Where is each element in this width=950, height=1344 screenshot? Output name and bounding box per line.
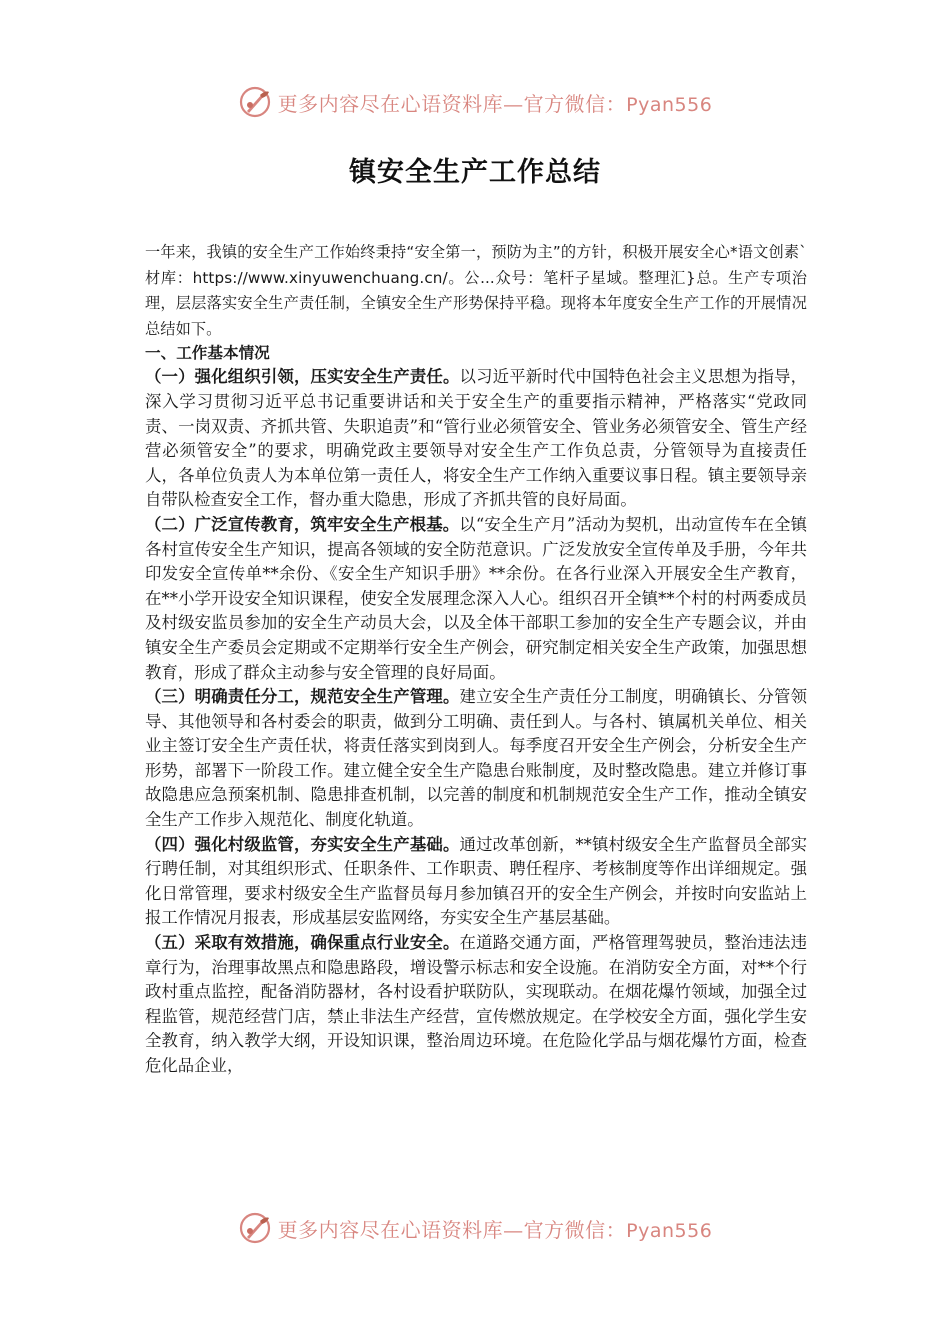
paragraph-lead: （一）强化组织引领，压实安全生产责任。 <box>145 367 460 387</box>
paragraph-lead: （五）采取有效措施，确保重点行业安全。 <box>145 933 460 953</box>
paragraph-body: 以习近平新时代中国特色社会主义思想为指导，深入学习贯彻习近平总书记重要讲话和关于安全生产的重要指示精神，严格落实“党政同责、一岗双责、齐抓共管、失职追责”和“管行业必须管安全、管业务必须管安全、管生产经营必须管安全”的要求，明确党政主要领导对安全生产工作负总责，分管领导为直接责任人，各单位负责人为本单位第一责任人，将安全生产工作纳入重要议事日程。镇主要领导亲自带队检查安全工作，督办重大隐患，形成了齐抓共管的良好局面。 <box>145 367 808 510</box>
paragraph-lead: （二）广泛宣传教育，筑牢安全生产根基。 <box>145 514 460 534</box>
intro-paragraph: 一年来，我镇的安全生产工作始终秉持“安全第一，预防为主”的方针，积极开展安全心*语文创素`材库：https://www.xinyuwenchuang.cn/。公...众号：笔杆子星域。整理汇}总。生产专项治理，层层落实安全生产责任制，全镇安全生产形势保持平稳。现将本年度安全生产工作的开展情况总结如下。 <box>145 243 807 338</box>
footer-watermark-banner <box>0 1208 950 1248</box>
quill-pen-logo-icon <box>238 85 272 119</box>
paragraph-1 <box>145 365 807 513</box>
paragraph-body: 通过改革创新，**镇村级安全生产监督员全部实行聘任制，对其组织形式、任职条件、工作职责、聘任程序、考核制度等作出详细规定。强化日常管理，要求村级安全生产监督员每月参加镇召开的安全生产例会，并按时向安监站上报工作情况月报表，形成基层安监网络，夯实安全生产基层基础。 <box>145 834 808 928</box>
paragraph-3 <box>145 685 807 833</box>
section-heading: 一、工作基本情况 <box>145 344 270 363</box>
watermark-text: 更多内容尽在心语资料库—官方微信：Pyan556 <box>277 91 713 116</box>
document-title: 镇安全生产工作总结 <box>349 157 601 188</box>
paragraph-lead: （四）强化村级监管，夯实安全生产基础。 <box>145 834 460 854</box>
paragraph-lead: （三）明确责任分工，规范安全生产管理。 <box>145 687 460 707</box>
paragraph-2 <box>145 513 807 685</box>
paragraph-body: 以“安全生产月”活动为契机，出动宣传车在全镇各村宣传安全生产知识，提高各领域的安全防范意识。广泛发放安全宣传单及手册，今年共印发安全宣传单**余份、《安全生产知识手册》**余份。在各行业深入开展安全生产教育，在**小学开设安全知识课程，使安全发展理念深入人心。组织召开全镇**个村的村两委成员及村级安监员参加的安全生产动员大会，以及全体干部职工参加的安全生产专题会议，并由镇安全生产委员会定期或不定期举行安全生产例会，研究制定相关安全生产政策，加强思想教育，形成了群众主动参与安全管理的良好局面。 <box>145 514 808 682</box>
paragraph-5 <box>145 931 807 1079</box>
document-body <box>145 240 807 1079</box>
paragraph-4 <box>145 833 807 931</box>
header-watermark-banner <box>0 82 950 122</box>
paragraph-body: 建立安全生产责任分工制度，明确镇长、分管领导、其他领导和各村委会的职责，做到分工明确、责任到人。与各村、镇属机关单位、相关业主签订安全生产责任状，将责任落实到岗到人。每季度召开安全生产例会，分析安全生产形势，部署下一阶段工作。建立健全安全生产隐患台账制度，及时整改隐患。建立并修订事故隐患应急预案机制、隐患排查机制，以完善的制度和机制规范安全生产工作，推动全镇安全生产工作步入规范化、制度化轨道。 <box>145 687 808 830</box>
watermark-text: 更多内容尽在心语资料库—官方微信：Pyan556 <box>277 1217 713 1242</box>
paragraph-body: 在道路交通方面，严格管理驾驶员，整治违法违章行为，治理事故黑点和隐患路段，增设警示标志和安全设施。在消防安全方面，对**个行政村重点监控，配备消防器材，各村设看护联防队，实现联动。在烟花爆竹领域，加强全过程监管，规范经营门店，禁止非法生产经营，宣传燃放规定。在学校安全方面，强化学生安全教育，纳入教学大纲，开设知识课，整治周边环境。在危险化学品与烟花爆竹方面，检查危化品企业， <box>145 933 808 1075</box>
quill-pen-logo-icon <box>238 1211 272 1245</box>
